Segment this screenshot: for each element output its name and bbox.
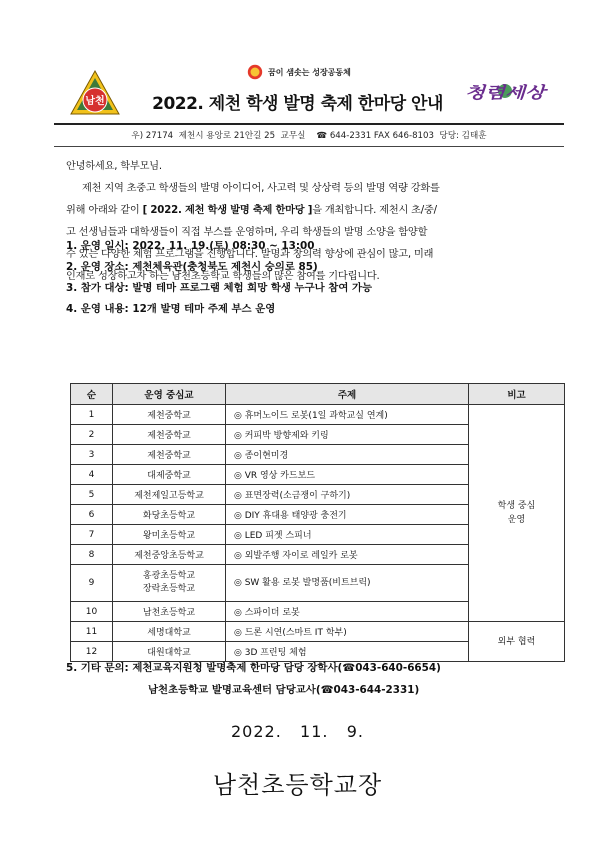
intro-line-2-post: 을 개최합니다. 제천시 초/중/: [312, 205, 437, 216]
row-no: 9: [71, 565, 113, 602]
col-header-no: 순: [71, 384, 113, 405]
logo-text: 남천: [85, 96, 105, 107]
row-topic: ◎ LED 피젯 스피너: [226, 525, 469, 545]
row-topic: ◎ 3D 프린팅 체험: [226, 642, 469, 662]
table-header-row: [71, 384, 565, 405]
note-student-run-line1: 학생 중심: [497, 501, 536, 511]
page-title: 2022. 제천 학생 발명 축제 한마당 안내: [152, 94, 443, 114]
note-external: 외부 협력: [469, 622, 565, 662]
row-no: 7: [71, 525, 113, 545]
signer-title: 남천초등학교장: [212, 771, 383, 799]
row-topic: ◎ 휴머노이드 로봇(1일 과학교실 연계): [226, 405, 469, 425]
row-school: 왕미초등학교: [113, 525, 226, 545]
detail-content: 4. 운영 내용: 12개 발명 테마 주제 부스 운영: [66, 303, 276, 315]
row-school-first: 홍광초등학교: [142, 571, 196, 581]
row-topic: ◎ 종이현미경: [226, 445, 469, 465]
table-row: [71, 622, 565, 642]
row-no: 1: [71, 405, 113, 425]
col-header-school: 운영 중심교: [113, 384, 226, 405]
intro-line-2-pre: 위해 아래와 같이: [66, 205, 143, 216]
header-divider: [54, 123, 564, 125]
row-topic: ◎ SW 활용 로봇 발명품(비트브릭): [226, 565, 469, 602]
intro-line-4: 수 있는 다양한 체험 프로그램을 진행합니다. 발명과 창의력 향상에 관심이 많고, 미래: [66, 249, 434, 260]
row-school: 화당초등학교: [113, 505, 226, 525]
row-no: 5: [71, 485, 113, 505]
row-topic: ◎ 외발주행 자이로 레일카 로봇: [226, 545, 469, 565]
row-school: [113, 565, 226, 602]
intro-line-2: [66, 200, 563, 222]
slogan-banner: [246, 64, 351, 80]
mascot-icon: [246, 63, 264, 81]
detail-place: 2. 운영 장소: 제천체육관(충청북도 제천시 숭의로 85): [66, 261, 318, 273]
row-no: 12: [71, 642, 113, 662]
contact-line-1: 5. 기타 문의: 제천교육지원청 발명축제 한마당 담당 장학사(☎043-640-6654): [66, 662, 441, 674]
intro-line-3: 고 선생님들과 대학생들이 직접 부스를 운영하며, 우리 학생들의 발명 소양을 함양할: [66, 227, 428, 238]
address-line: 우) 27174 제천시 용앙로 21안길 25 교무실 ☎ 644-2331 FAX 646-8103 당당: 김태훈: [131, 131, 487, 141]
detail-target: 3. 참가 대상: 발명 테마 프로그램 체험 희망 학생 누구나 참여 가능: [66, 282, 373, 294]
note-student-run-line2: 운영: [507, 515, 526, 525]
issue-date: 2022. 11. 9.: [230, 722, 365, 741]
row-school: 제천중학교: [113, 425, 226, 445]
row-school: 제천제일고등학교: [113, 485, 226, 505]
booth-table: [70, 383, 565, 662]
row-school: 대제중학교: [113, 465, 226, 485]
intro-line-1: 제천 지역 초중고 학생들의 발명 아이디어, 사고력 및 상상력 등의 발명 역량 강화를: [82, 183, 440, 194]
row-no: 11: [71, 622, 113, 642]
row-school: 제천중학교: [113, 445, 226, 465]
details-list: [66, 236, 372, 320]
row-no: 6: [71, 505, 113, 525]
intro-line-5: 인재로 성장하고자 하는 남천초등학교 학생들의 많은 참여를 기다립니다.: [66, 271, 380, 282]
contact-line-2: 남천초등학교 발명교육센터 담당교사(☎043-644-2331): [148, 684, 420, 696]
row-school-second: 장락초등학교: [142, 584, 196, 594]
row-topic: ◎ 표면장력(소금쟁이 구하기): [226, 485, 469, 505]
row-no: 4: [71, 465, 113, 485]
slogan-text: 꿈이 샘솟는 성장공동체: [268, 67, 351, 77]
row-no: 3: [71, 445, 113, 465]
greeting-text: 안녕하세요, 학부모님.: [66, 161, 162, 172]
row-topic: ◎ 드론 시연(스마트 IT 학부): [226, 622, 469, 642]
brand-text: 청렴세상: [465, 83, 548, 102]
detail-date: 1. 운영 일시: 2022. 11. 19.(토) 08:30 ~ 13:00: [66, 240, 315, 252]
event-name: [ 2022. 제천 학생 발명 축제 한마당 ]: [142, 205, 313, 216]
row-topic: ◎ 커피박 방향제와 키링: [226, 425, 469, 445]
row-no: 10: [71, 602, 113, 622]
row-school: 남천초등학교: [113, 602, 226, 622]
col-header-topic: 주제: [226, 384, 469, 405]
table-row: [71, 405, 565, 425]
row-school: 제천중학교: [113, 405, 226, 425]
row-topic: ◎ VR 영상 카드보드: [226, 465, 469, 485]
integrity-brand-icon: [462, 74, 548, 110]
greeting: [66, 156, 563, 178]
row-topic: ◎ DIY 휴대용 태양광 충전기: [226, 505, 469, 525]
row-school: 세명대학교: [113, 622, 226, 642]
row-school: 제천중앙초등학교: [113, 545, 226, 565]
note-student-run: [469, 405, 565, 622]
row-topic: ◎ 스파이더 로봇: [226, 602, 469, 622]
row-school: 대원대학교: [113, 642, 226, 662]
col-header-note: 비고: [469, 384, 565, 405]
row-no: 2: [71, 425, 113, 445]
row-no: 8: [71, 545, 113, 565]
address-divider: [54, 146, 564, 147]
